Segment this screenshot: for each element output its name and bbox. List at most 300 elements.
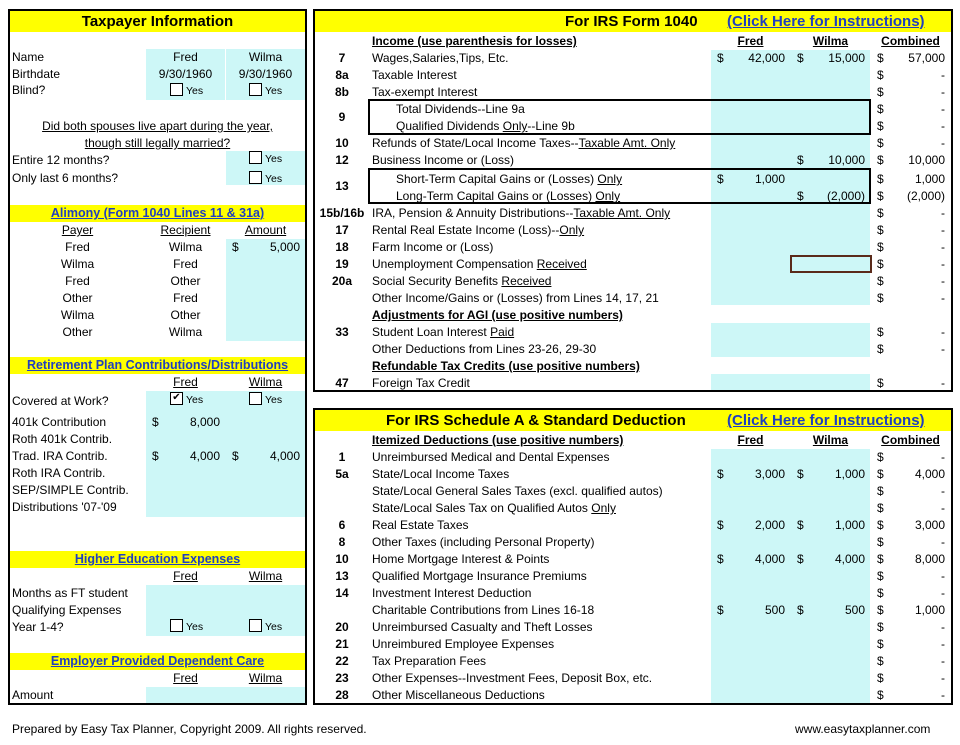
- form1040-fred-value[interactable]: [725, 67, 785, 84]
- form1040-line-number: [318, 341, 366, 358]
- scheduleA-line-number: 10: [335, 552, 349, 566]
- scheduleA-wilma-value[interactable]: [805, 670, 865, 687]
- taxpayer-title: Taxpayer Information: [81, 13, 234, 30]
- alimony-recipient[interactable]: Fred: [173, 291, 198, 305]
- form1040-row-desc: Farm Income or (Loss): [372, 240, 494, 254]
- dep-care-fred-header: Fred: [173, 671, 198, 685]
- form1040-row-desc: Tax-exempt Interest: [372, 85, 478, 99]
- form1040-fred-value[interactable]: [725, 273, 785, 290]
- form1040-wilma-value[interactable]: [805, 222, 865, 239]
- scheduleA-wilma-value[interactable]: [805, 687, 865, 704]
- form1040-combined-value: -: [941, 136, 945, 150]
- scheduleA-combined-dollar: $: [877, 552, 884, 566]
- scheduleA-row-desc: Charitable Contributions from Lines 16-18: [372, 603, 595, 617]
- scheduleA-combined-dollar: $: [877, 569, 884, 583]
- form1040-line-number: 9: [338, 110, 346, 124]
- underlined-term: Only: [502, 119, 528, 133]
- scheduleA-fred-value[interactable]: [725, 568, 785, 585]
- scheduleA-fred-value[interactable]: [725, 483, 785, 500]
- form1040-fred-value[interactable]: [725, 290, 785, 307]
- underlined-term: Only: [595, 189, 621, 203]
- form1040-wilma-value[interactable]: [805, 375, 865, 392]
- form1040-row-desc: Refunds of State/Local Income Taxes--Taxable Amt. Only: [372, 136, 676, 150]
- scheduleA-row-desc: Unreimbursed Medical and Dental Expenses: [372, 450, 610, 464]
- scheduleA-combined-dollar: $: [877, 688, 884, 702]
- scheduleA-fred-value[interactable]: 2,000: [754, 518, 785, 532]
- scheduleA-wilma-value[interactable]: [805, 585, 865, 602]
- scheduleA-fred-value[interactable]: [725, 534, 785, 551]
- alimony-amount[interactable]: [240, 290, 300, 307]
- form1040-row-desc: Other Deductions from Lines 23-26, 29-30: [372, 342, 597, 356]
- form1040-line-number: 15b/16b: [319, 206, 365, 220]
- scheduleA-row-desc: Other Taxes (including Personal Property): [372, 535, 595, 549]
- underlined-term: Received: [501, 274, 552, 288]
- retirement-fred-value[interactable]: 4,000: [189, 449, 220, 463]
- capital-gains-box: [368, 168, 871, 204]
- scheduleA-combined-dollar: $: [877, 535, 884, 549]
- schA-fred-header: Fred: [737, 433, 764, 447]
- form1040-line-number: 18: [335, 240, 349, 254]
- alimony-recipient-header: Recipient: [160, 223, 211, 237]
- form1040-row-desc: Other Income/Gains or (Losses) from Lines 14, 17, 21: [372, 291, 659, 305]
- form1040-row-desc: Business Income or (Loss): [372, 153, 515, 167]
- retirement-wilma-value[interactable]: [240, 414, 300, 431]
- scheduleA-combined-value: -: [941, 484, 945, 498]
- form1040-fred-value[interactable]: [725, 324, 785, 341]
- covered-wilma-checkbox[interactable]: [249, 391, 282, 408]
- scheduleA-combined-value: 1,000: [914, 603, 945, 617]
- alimony-payer: Other: [62, 291, 93, 305]
- scheduleA-fred-dollar: $: [717, 603, 724, 617]
- form1040-fred-value[interactable]: [725, 239, 785, 256]
- checkbox-icon: [249, 83, 262, 96]
- scheduleA-wilma-value[interactable]: [805, 653, 865, 670]
- itemized-header: Itemized Deductions (use positive numbers): [372, 433, 624, 447]
- form1040-row-desc: Unemployment Compensation Received: [372, 257, 587, 271]
- form1040-combined-value: 57,000: [908, 51, 945, 65]
- selected-cell[interactable]: [790, 255, 872, 273]
- schA-combined-header: Combined: [881, 433, 940, 447]
- form1040-combined-dollar: $: [877, 325, 884, 339]
- underlined-term: Taxable Amt. Only: [573, 206, 671, 220]
- form1040-combined-dollar: $: [877, 342, 884, 356]
- form1040-combined-dollar: $: [877, 206, 884, 220]
- scheduleA-row-desc: Tax Preparation Fees: [372, 654, 487, 668]
- alimony-recipient[interactable]: Wilma: [168, 325, 203, 339]
- form1040-wilma-value[interactable]: [805, 239, 865, 256]
- scheduleA-line-number: 5a: [335, 467, 349, 481]
- form1040-wilma-value[interactable]: [805, 324, 865, 341]
- scheduleA-fred-dollar: $: [717, 467, 724, 481]
- covered-label: Covered at Work?: [12, 394, 109, 408]
- form1040-wilma-dollar: $: [797, 153, 804, 167]
- qualifying-expenses-label: Qualifying Expenses: [12, 603, 122, 617]
- retirement-row-label: SEP/SIMPLE Contrib.: [12, 483, 129, 497]
- year-1-4-wilma-checkbox[interactable]: [249, 618, 282, 635]
- higher-ed-fred-header: Fred: [173, 569, 198, 583]
- form1040-combined-value: -: [941, 102, 945, 116]
- scheduleA-line-number: 8: [338, 535, 346, 549]
- form1040-combined-dollar: $: [877, 85, 884, 99]
- form1040-row-desc: Rental Real Estate Income (Loss)--Only: [372, 223, 585, 237]
- form1040-row-desc: Student Loan Interest Paid: [372, 325, 515, 339]
- checkbox-icon: [249, 151, 262, 164]
- name-fred: Fred: [173, 50, 198, 64]
- covered-fred-checkbox[interactable]: [170, 391, 203, 408]
- form1040-combined-dollar: $: [877, 257, 884, 271]
- taxpayer-header: [10, 11, 305, 32]
- form1040-combined-dollar: $: [877, 136, 884, 150]
- scheduleA-fred-value[interactable]: [725, 619, 785, 636]
- scheduleA-combined-dollar: $: [877, 637, 884, 651]
- dep-care-header[interactable]: [10, 653, 305, 670]
- scheduleA-wilma-value[interactable]: 1,000: [834, 518, 865, 532]
- alimony-amount[interactable]: [240, 324, 300, 341]
- retirement-fred-value[interactable]: [160, 499, 220, 516]
- yes-label: Yes: [265, 394, 283, 406]
- scheduleA-wilma-value[interactable]: 1,000: [834, 467, 865, 481]
- scheduleA-combined-dollar: $: [877, 603, 884, 617]
- form1040-combined-value: 10,000: [908, 153, 945, 167]
- credits-header: Refundable Tax Credits (use positive numbers): [372, 359, 640, 373]
- form1040-combined-dollar: $: [877, 172, 884, 186]
- alimony-payer: Wilma: [60, 308, 95, 322]
- retirement-row-label: Trad. IRA Contrib.: [12, 449, 108, 463]
- scheduleA-wilma-value[interactable]: [805, 534, 865, 551]
- scheduleA-row-desc: State/Local General Sales Taxes (excl. qualified autos): [372, 484, 663, 498]
- scheduleA-row-desc: Home Mortgage Interest & Points: [372, 552, 550, 566]
- form1040-fred-dollar: $: [717, 172, 724, 186]
- higher-ed-title: Higher Education Expenses: [74, 552, 241, 566]
- underlined-term: Taxable Amt. Only: [578, 136, 676, 150]
- scheduleA-line-number: 13: [335, 569, 349, 583]
- last-6-label: Only last 6 months?: [12, 171, 119, 185]
- form1040-fred-value[interactable]: 1,000: [754, 172, 785, 186]
- form1040-line-number: [318, 290, 366, 307]
- retirement-wilma-value[interactable]: [240, 465, 300, 482]
- form1040-instructions-link[interactable]: (Click Here for Instructions): [727, 13, 925, 30]
- yes-label: Yes: [186, 621, 204, 633]
- entire-12-checkbox[interactable]: [249, 150, 282, 167]
- yes-label: Yes: [186, 85, 204, 97]
- retirement-header[interactable]: [10, 357, 305, 374]
- scheduleA-combined-dollar: $: [877, 518, 884, 532]
- form1040-combined-dollar: $: [877, 376, 884, 390]
- scheduleA-instructions-link[interactable]: (Click Here for Instructions): [727, 412, 925, 429]
- scheduleA-combined-value: -: [941, 637, 945, 651]
- retirement-wilma-value[interactable]: 4,000: [269, 449, 300, 463]
- form1040-row-desc: IRA, Pension & Annuity Distributions--Taxable Amt. Only: [372, 206, 671, 220]
- alimony-payer-header: Payer: [61, 223, 94, 237]
- scheduleA-fred-value[interactable]: 4,000: [754, 552, 785, 566]
- scheduleA-wilma-value[interactable]: [805, 500, 865, 517]
- scheduleA-fred-value[interactable]: [725, 687, 785, 704]
- scheduleA-line-number: 20: [335, 620, 349, 634]
- scheduleA-line-number: [318, 602, 366, 619]
- scheduleA-wilma-dollar: $: [797, 467, 804, 481]
- scheduleA-fred-value[interactable]: [725, 670, 785, 687]
- scheduleA-line-number: [318, 483, 366, 500]
- name-wilma: Wilma: [248, 50, 283, 64]
- form1040-fred-value[interactable]: [725, 152, 785, 169]
- scheduleA-fred-value[interactable]: [725, 636, 785, 653]
- scheduleA-wilma-value[interactable]: [805, 483, 865, 500]
- form1040-wilma-value[interactable]: 10,000: [828, 153, 865, 167]
- scheduleA-line-number: 14: [335, 586, 349, 600]
- scheduleA-combined-value: -: [941, 450, 945, 464]
- scheduleA-combined-value: -: [941, 620, 945, 634]
- birthdate-wilma: 9/30/1960: [238, 67, 293, 81]
- scheduleA-fred-value[interactable]: [725, 653, 785, 670]
- alimony-recipient[interactable]: Fred: [173, 257, 198, 271]
- scheduleA-combined-value: 3,000: [914, 518, 945, 532]
- scheduleA-combined-value: -: [941, 671, 945, 685]
- scheduleA-wilma-value[interactable]: [805, 619, 865, 636]
- scheduleA-wilma-value[interactable]: 500: [844, 603, 865, 617]
- alimony-amount[interactable]: [240, 273, 300, 290]
- checkbox-icon: [249, 392, 262, 405]
- form1040-row-desc: Wages,Salaries,Tips, Etc.: [372, 51, 509, 65]
- scheduleA-wilma-dollar: $: [797, 518, 804, 532]
- form1040-line-number: 8b: [334, 85, 349, 99]
- form1040-combined-value: -: [941, 68, 945, 82]
- higher-ed-wilma-header: Wilma: [248, 569, 283, 583]
- dep-care-wilma-header: Wilma: [248, 671, 283, 685]
- retirement-fred-value[interactable]: 8,000: [189, 415, 220, 429]
- alimony-recipient[interactable]: Other: [170, 274, 201, 288]
- scheduleA-row-desc: Real Estate Taxes: [372, 518, 469, 532]
- retirement-wilma-value[interactable]: [240, 431, 300, 448]
- form1040-combined-dollar: $: [877, 189, 884, 203]
- checkbox-icon: [249, 171, 262, 184]
- birthdate-label: Birthdate: [12, 67, 61, 81]
- form1040-line-number: 17: [335, 223, 349, 237]
- form1040-wilma-value[interactable]: [805, 205, 865, 222]
- form1040-fred-value[interactable]: 42,000: [748, 51, 785, 65]
- form1040-combined-dollar: $: [877, 223, 884, 237]
- form1040-wilma-value[interactable]: 15,000: [828, 51, 865, 65]
- scheduleA-combined-value: 8,000: [914, 552, 945, 566]
- scheduleA-combined-dollar: $: [877, 620, 884, 634]
- f1040-wilma-header: Wilma: [812, 34, 849, 48]
- scheduleA-row-desc: Unreimbured Employee Expenses: [372, 637, 555, 651]
- form1040-wilma-value[interactable]: [805, 135, 865, 152]
- form1040-fred-value[interactable]: [725, 375, 785, 392]
- retirement-wilma-value[interactable]: [240, 482, 300, 499]
- scheduleA-line-number: 6: [338, 518, 346, 532]
- form1040-wilma-value[interactable]: [805, 341, 865, 358]
- scheduleA-wilma-value[interactable]: 4,000: [834, 552, 865, 566]
- dep-care-title: Employer Provided Dependent Care: [50, 654, 265, 668]
- scheduleA-wilma-value[interactable]: [805, 449, 865, 466]
- retirement-row-label: Roth 401k Contrib.: [12, 432, 113, 446]
- year-1-4-fred-checkbox[interactable]: [170, 618, 203, 635]
- form1040-fred-value[interactable]: [725, 205, 785, 222]
- scheduleA-combined-value: -: [941, 535, 945, 549]
- yes-label: Yes: [186, 394, 204, 406]
- form1040-row-desc: Qualified Dividends Only--Line 9b: [396, 119, 575, 133]
- form1040-fred-value[interactable]: [725, 135, 785, 152]
- scheduleA-fred-value[interactable]: 3,000: [754, 467, 785, 481]
- months-ft-label: Months as FT student: [12, 586, 128, 600]
- blind-label: Blind?: [12, 83, 46, 97]
- form1040-line-number: 47: [335, 376, 349, 390]
- checkbox-icon: [170, 619, 183, 632]
- form1040-row-desc: Taxable Interest: [372, 68, 457, 82]
- form1040-line-number: 19: [335, 257, 349, 271]
- alimony-amount[interactable]: [240, 307, 300, 324]
- form1040-fred-value[interactable]: [725, 256, 785, 273]
- birthdate-fred: 9/30/1960: [158, 67, 213, 81]
- alimony-header[interactable]: [10, 205, 305, 222]
- apart-question-2: though still legally married?: [84, 136, 231, 150]
- form1040-row-desc: Short-Term Capital Gains or (Losses) Only: [396, 172, 623, 186]
- check-icon: ✔: [170, 392, 183, 405]
- dividends-box: [368, 99, 871, 135]
- form1040-combined-dollar: $: [877, 68, 884, 82]
- scheduleA-row-desc: State/Local Income Taxes: [372, 467, 510, 481]
- scheduleA-combined-dollar: $: [877, 501, 884, 515]
- blind-wilma-checkbox[interactable]: [249, 82, 282, 99]
- alimony-title: Alimony (Form 1040 Lines 11 & 31a): [50, 206, 265, 220]
- form1040-line-number: [318, 188, 366, 205]
- retirement-fred-value[interactable]: [160, 465, 220, 482]
- form1040-row-desc: Foreign Tax Credit: [372, 376, 470, 390]
- scheduleA-combined-value: -: [941, 586, 945, 600]
- scheduleA-combined-value: -: [941, 501, 945, 515]
- form1040-combined-value: -: [941, 240, 945, 254]
- form1040-line-number: 20a: [331, 274, 353, 288]
- scheduleA-combined-value: -: [941, 654, 945, 668]
- retirement-wilma-header: Wilma: [248, 375, 283, 389]
- scheduleA-wilma-value[interactable]: [805, 636, 865, 653]
- form1040-combined-dollar: $: [877, 291, 884, 305]
- scheduleA-title: For IRS Schedule A & Standard Deduction: [386, 412, 686, 429]
- higher-ed-header[interactable]: [10, 551, 305, 568]
- scheduleA-combined-value: -: [941, 688, 945, 702]
- form1040-combined-value: -: [941, 274, 945, 288]
- income-header: Income (use parenthesis for losses): [372, 34, 577, 48]
- scheduleA-line-number: 1: [338, 450, 346, 464]
- scheduleA-wilma-value[interactable]: [805, 568, 865, 585]
- footer-website[interactable]: www.easytaxplanner.com: [795, 722, 931, 736]
- alimony-payer: Other: [62, 325, 93, 339]
- alimony-amount[interactable]: [240, 256, 300, 273]
- scheduleA-combined-dollar: $: [877, 586, 884, 600]
- form1040-combined-dollar: $: [877, 240, 884, 254]
- scheduleA-fred-value[interactable]: [725, 585, 785, 602]
- form1040-row-desc: Long-Term Capital Gains or (Losses) Only: [396, 189, 621, 203]
- scheduleA-combined-value: 4,000: [914, 467, 945, 481]
- alimony-dollar: $: [232, 240, 239, 254]
- scheduleA-row-desc: Other Expenses--Investment Fees, Deposit Box, etc.: [372, 671, 653, 685]
- scheduleA-fred-value[interactable]: [725, 500, 785, 517]
- form1040-row-desc: Social Security Benefits Received: [372, 274, 552, 288]
- retirement-fred-value[interactable]: [160, 482, 220, 499]
- form1040-line-number: 12: [335, 153, 349, 167]
- form1040-combined-value: -: [941, 223, 945, 237]
- form1040-wilma-dollar: $: [797, 189, 804, 203]
- form1040-combined-value: -: [941, 291, 945, 305]
- retirement-fred-value[interactable]: [160, 431, 220, 448]
- scheduleA-row-desc: Other Miscellaneous Deductions: [372, 688, 545, 702]
- form1040-line-number: 33: [335, 325, 349, 339]
- scheduleA-row-desc: Investment Interest Deduction: [372, 586, 532, 600]
- alimony-payer: Fred: [65, 240, 90, 254]
- scheduleA-line-number: 22: [335, 654, 349, 668]
- yes-label: Yes: [265, 85, 283, 97]
- scheduleA-combined-dollar: $: [877, 467, 884, 481]
- adjustments-header: Adjustments for AGI (use positive numbers): [372, 308, 623, 322]
- alimony-payer: Fred: [65, 274, 90, 288]
- form1040-fred-dollar: $: [717, 51, 724, 65]
- scheduleA-row-desc: State/Local Sales Tax on Qualified Autos Only: [372, 501, 616, 515]
- form1040-combined-dollar: $: [877, 102, 884, 116]
- underlined-term: Only: [597, 172, 623, 186]
- schA-wilma-header: Wilma: [812, 433, 849, 447]
- checkbox-icon: [249, 619, 262, 632]
- apart-question-1: Did both spouses live apart during the year,: [42, 119, 273, 133]
- form1040-wilma-value[interactable]: (2,000): [826, 189, 865, 203]
- retirement-fred-dollar: $: [152, 449, 159, 463]
- form1040-wilma-value[interactable]: [805, 273, 865, 290]
- retirement-row-label: Roth IRA Contrib.: [12, 466, 106, 480]
- retirement-fred-header: Fred: [173, 375, 198, 389]
- scheduleA-fred-value[interactable]: [725, 449, 785, 466]
- form1040-combined-value: (2,000): [906, 189, 945, 203]
- underlined-term: Only: [559, 223, 585, 237]
- form1040-line-number: 7: [338, 51, 346, 65]
- form1040-line-number: 13: [335, 179, 349, 193]
- form1040-fred-value[interactable]: [725, 341, 785, 358]
- scheduleA-fred-value[interactable]: 500: [764, 603, 785, 617]
- dep-care-inputs[interactable]: [146, 687, 305, 703]
- scheduleA-line-number: [318, 500, 366, 517]
- alimony-recipient[interactable]: Wilma: [168, 240, 203, 254]
- name-label: Name: [12, 50, 45, 64]
- alimony-recipient[interactable]: Other: [170, 308, 201, 322]
- form1040-combined-value: -: [941, 206, 945, 220]
- dep-care-amount-label: Amount: [12, 688, 54, 702]
- retirement-row-label: 401k Contribution: [12, 415, 107, 429]
- scheduleA-fred-dollar: $: [717, 552, 724, 566]
- form1040-wilma-value[interactable]: [805, 290, 865, 307]
- retirement-title: Retirement Plan Contributions/Distributions: [26, 358, 289, 372]
- underlined-term: Only: [591, 501, 616, 515]
- blind-fred-checkbox[interactable]: [170, 82, 203, 99]
- form1040-fred-value[interactable]: [725, 222, 785, 239]
- scheduleA-line-number: 28: [335, 688, 349, 702]
- form1040-wilma-dollar: $: [797, 51, 804, 65]
- form1040-line-number: [318, 118, 366, 135]
- scheduleA-wilma-dollar: $: [797, 603, 804, 617]
- scheduleA-combined-dollar: $: [877, 450, 884, 464]
- form1040-line-number: 10: [335, 136, 349, 150]
- retirement-fred-dollar: $: [152, 415, 159, 429]
- retirement-wilma-dollar: $: [232, 449, 239, 463]
- scheduleA-fred-dollar: $: [717, 518, 724, 532]
- scheduleA-combined-dollar: $: [877, 654, 884, 668]
- form1040-wilma-value[interactable]: [805, 67, 865, 84]
- form1040-combined-value: -: [941, 376, 945, 390]
- scheduleA-combined-dollar: $: [877, 671, 884, 685]
- yes-label: Yes: [265, 153, 283, 165]
- last-6-checkbox[interactable]: [249, 170, 282, 187]
- alimony-amount[interactable]: 5,000: [269, 240, 300, 254]
- retirement-wilma-value[interactable]: [240, 499, 300, 516]
- form1040-combined-value: -: [941, 85, 945, 99]
- checkbox-icon: [170, 83, 183, 96]
